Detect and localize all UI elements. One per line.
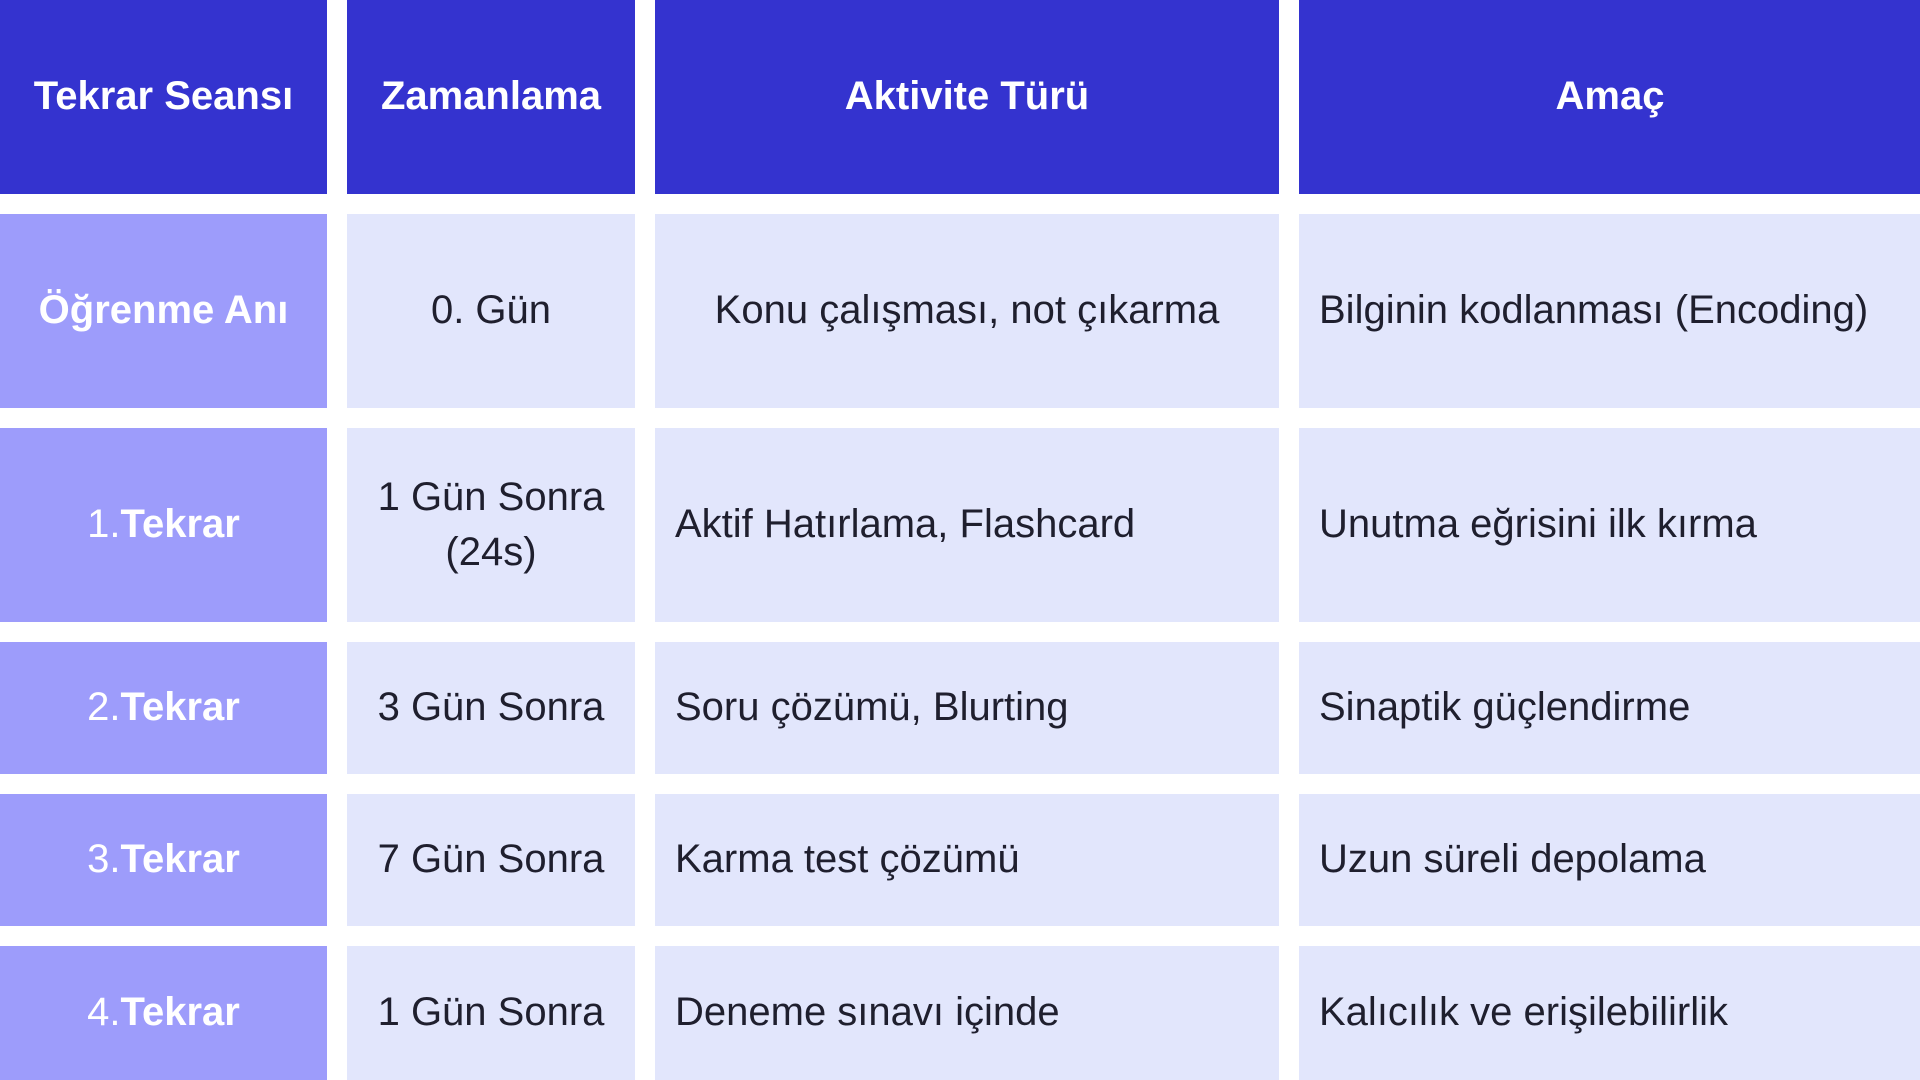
- header-activity-label: Aktivite Türü: [844, 74, 1090, 119]
- table-row-2-activity: [655, 642, 1279, 774]
- activity-value: Soru çözümü, Blurting: [675, 685, 1069, 730]
- session-label: Tekrar: [120, 990, 240, 1035]
- table-row-4-session: [0, 946, 327, 1080]
- header-session: [0, 0, 327, 194]
- purpose-value: Sinaptik güçlendirme: [1319, 685, 1691, 730]
- table-row-0-session: [0, 214, 327, 408]
- purpose-value: Kalıcılık ve erişilebilirlik: [1319, 990, 1728, 1035]
- table-row-1-purpose: [1299, 428, 1920, 622]
- header-purpose: [1299, 0, 1920, 194]
- header-session-label: Tekrar Seansı: [33, 74, 294, 119]
- purpose-value: Uzun süreli depolama: [1319, 837, 1706, 882]
- table-row-0-timing: [347, 214, 635, 408]
- header-timing: [347, 0, 635, 194]
- table-row-2-purpose: [1299, 642, 1920, 774]
- table-row-4-activity: [655, 946, 1279, 1080]
- table-row-2-session: [0, 642, 327, 774]
- timing-value: 1 Gün Sonra: [377, 990, 605, 1035]
- header-activity: [655, 0, 1279, 194]
- table-row-4-timing: [347, 946, 635, 1080]
- session-number: 2.: [87, 685, 121, 730]
- table-row-3-activity: [655, 794, 1279, 926]
- header-timing-label: Zamanlama: [380, 74, 602, 119]
- table-row-0-purpose: [1299, 214, 1920, 408]
- table-row-3-purpose: [1299, 794, 1920, 926]
- table-row-1-activity: [655, 428, 1279, 622]
- session-label: Tekrar: [120, 685, 240, 730]
- activity-value: Aktif Hatırlama, Flashcard: [675, 502, 1136, 547]
- table-row-3-timing: [347, 794, 635, 926]
- timing-value: 7 Gün Sonra: [377, 837, 605, 882]
- header-purpose-label: Amaç: [1555, 74, 1665, 119]
- session-number: 4.: [87, 990, 121, 1035]
- session-number: 1.: [87, 502, 121, 547]
- activity-value: Deneme sınavı içinde: [675, 990, 1060, 1035]
- table-row-2-timing: [347, 642, 635, 774]
- timing-value: 1 Gün Sonra (24s): [377, 474, 605, 574]
- activity-value: Konu çalışması, not çıkarma: [714, 288, 1220, 333]
- session-number: 3.: [87, 837, 121, 882]
- table-row-1-session: [0, 428, 327, 622]
- table-row-3-session: [0, 794, 327, 926]
- timing-value: 0. Gün: [430, 288, 552, 333]
- purpose-value: Bilginin kodlanması (Encoding): [1319, 288, 1869, 333]
- session-label: Öğrenme Anı: [38, 288, 289, 333]
- table-row-1-timing: [347, 428, 635, 622]
- purpose-value: Unutma eğrisini ilk kırma: [1319, 502, 1757, 547]
- table-row-4-purpose: [1299, 946, 1920, 1080]
- session-label: Tekrar: [120, 502, 240, 547]
- session-label: Tekrar: [120, 837, 240, 882]
- activity-value: Karma test çözümü: [675, 837, 1020, 882]
- table-row-0-activity: [655, 214, 1279, 408]
- timing-value: 3 Gün Sonra: [377, 685, 605, 730]
